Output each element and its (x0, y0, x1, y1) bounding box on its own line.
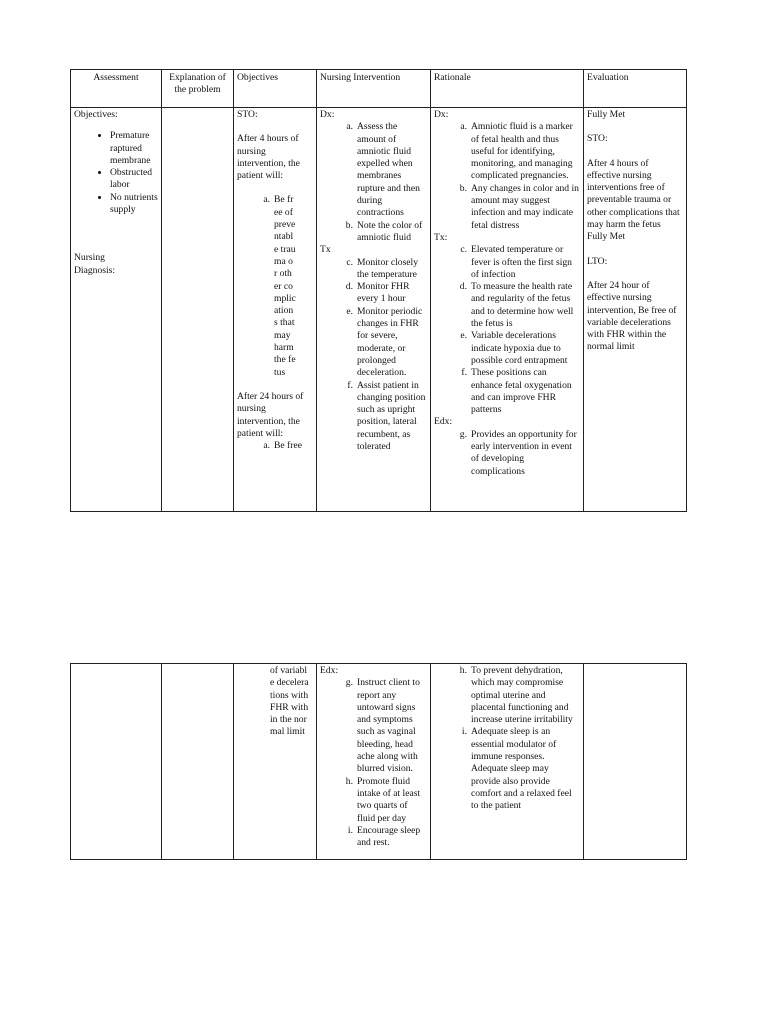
list-item: a. Assess the amount of amniotic fluid expelled when membranes rupture and then during contractions (346, 121, 420, 219)
list-item: g. Instruct client to report any untoward signs and symptoms such as vaginal bleeding, head ache along with blurred vision. (345, 677, 420, 775)
list-item: a. Amniotic fluid is a marker of fetal health and thus useful for identifying, monitoring, and managing complicated pregnancies. (460, 121, 573, 182)
list-item: a. Be free (263, 440, 302, 452)
list-item: a. Be free of preventable trauma or other complications that may harm the fetus (263, 194, 296, 378)
list-item: d. Monitor FHR every 1 hour (345, 281, 410, 305)
list-item: i. Encourage sleep and rest. (347, 824, 421, 849)
objectives-cell-cont (234, 664, 317, 860)
rationale-cell (431, 108, 584, 512)
explanation-cell-cont (162, 664, 234, 860)
header-rationale: Rationale (431, 70, 584, 108)
list-item: • Premature raptured membrane (110, 130, 158, 167)
assessment-list (74, 130, 158, 216)
tx-intervention-list (320, 257, 427, 454)
rationale-dx-list (434, 121, 580, 232)
lto-item-list (237, 440, 313, 452)
evaluation-cell (584, 108, 687, 512)
evaluation-sto-text: After 4 hours of effective nursing interventions free of preventable trauma or other complications that may harm the fetus Fully Met (587, 157, 680, 243)
nursing-diagnosis-label: Nursing Diagnosis: (74, 252, 116, 276)
assessment-cell (71, 108, 162, 512)
rationale-dx-label: Dx: (434, 109, 449, 120)
rationale-cell-cont (431, 664, 584, 860)
list-item: g. Provides an opportunity for early intervention in event of developing complications (459, 428, 577, 477)
table-row (71, 664, 687, 860)
list-item: f. Assist patient in changing position such as upright position, lateral recumbent, as tolerated (347, 379, 426, 453)
dx-intervention-list (320, 121, 427, 244)
intervention-cell-cont (317, 664, 431, 860)
list-item: h. To prevent dehydration, which may compromise optimal uterine and placental functioning and increase uterine irritability (459, 665, 573, 726)
header-explanation: Explanation of the problem (162, 70, 234, 108)
care-plan-table-page-1 (70, 69, 687, 512)
sto-text: After 4 hours of nursing intervention, the patient will: (237, 133, 300, 182)
objectives-cell (234, 108, 317, 512)
list-item: e. Variable decelerations indicate hypoxia due to possible cord entrapment (460, 330, 568, 366)
table-row (71, 108, 687, 512)
evaluation-lto-label: LTO: (587, 255, 608, 267)
sto-label: STO: (237, 109, 258, 120)
edx-label: Edx: (320, 665, 339, 676)
rationale-cont-list (434, 665, 580, 813)
care-plan-table-page-2 (70, 663, 687, 860)
list-item: b. Any changes in color and in amount may suggest infection and may indicate fetal distress (459, 182, 579, 231)
evaluation-cell-cont (584, 664, 687, 860)
evaluation-lto-text: After 24 hour of effective nursing intervention, Be free of variable decelerations with FHR within the normal limit (587, 279, 677, 353)
list-item: d. To measure the health rate and regularity of the fetus and to determine how well the fetus is (459, 281, 574, 330)
header-row (71, 70, 687, 108)
explanation-cell (162, 108, 234, 512)
list-item: i. Adequate sleep is an essential modulator of immune responses. Adequate sleep may provide also provide comfort and a relaxed feel to the patient (461, 726, 572, 812)
edx-intervention-list (320, 677, 427, 849)
list-item: • No nutrients supply (110, 192, 158, 217)
objectives-continued: of variable decelerations with FHR within the normal limit (270, 665, 309, 738)
list-item: c. Monitor closely the temperature (346, 256, 419, 280)
rationale-tx-list (434, 244, 580, 416)
sto-item-list (237, 194, 313, 378)
header-evaluation: Evaluation (584, 70, 687, 108)
header-objectives: Objectives (234, 70, 317, 108)
rationale-edx-list (434, 429, 580, 478)
evaluation-status: Fully Met (587, 109, 626, 120)
list-item: c. Elevated temperature or fever is often the first sign of infection (460, 244, 572, 280)
dx-label: Dx: (320, 109, 335, 120)
header-nursing-intervention: Nursing Intervention (317, 70, 431, 108)
header-assessment: Assessment (71, 70, 162, 108)
list-item: f. These positions can enhance fetal oxygenation and can improve FHR patterns (461, 367, 572, 416)
list-item: h. Promote fluid intake of at least two quarts of fluid per day (345, 775, 421, 824)
assessment-cell-cont (71, 664, 162, 860)
rationale-edx-label: Edx: (434, 416, 453, 428)
assessment-label: Objectives: (74, 109, 118, 120)
tx-label: Tx (320, 244, 331, 256)
list-item: e. Monitor periodic changes in FHR for severe, moderate, or prolonged deceleration. (346, 305, 423, 379)
rationale-tx-label: Tx: (434, 231, 448, 243)
lto-text: After 24 hours of nursing intervention, the patient will: (237, 390, 304, 439)
evaluation-sto-label: STO: (587, 133, 608, 145)
list-item: • Obstructed labor (110, 167, 158, 192)
list-item: b. Note the color of amniotic fluid (345, 219, 423, 243)
intervention-cell (317, 108, 431, 512)
